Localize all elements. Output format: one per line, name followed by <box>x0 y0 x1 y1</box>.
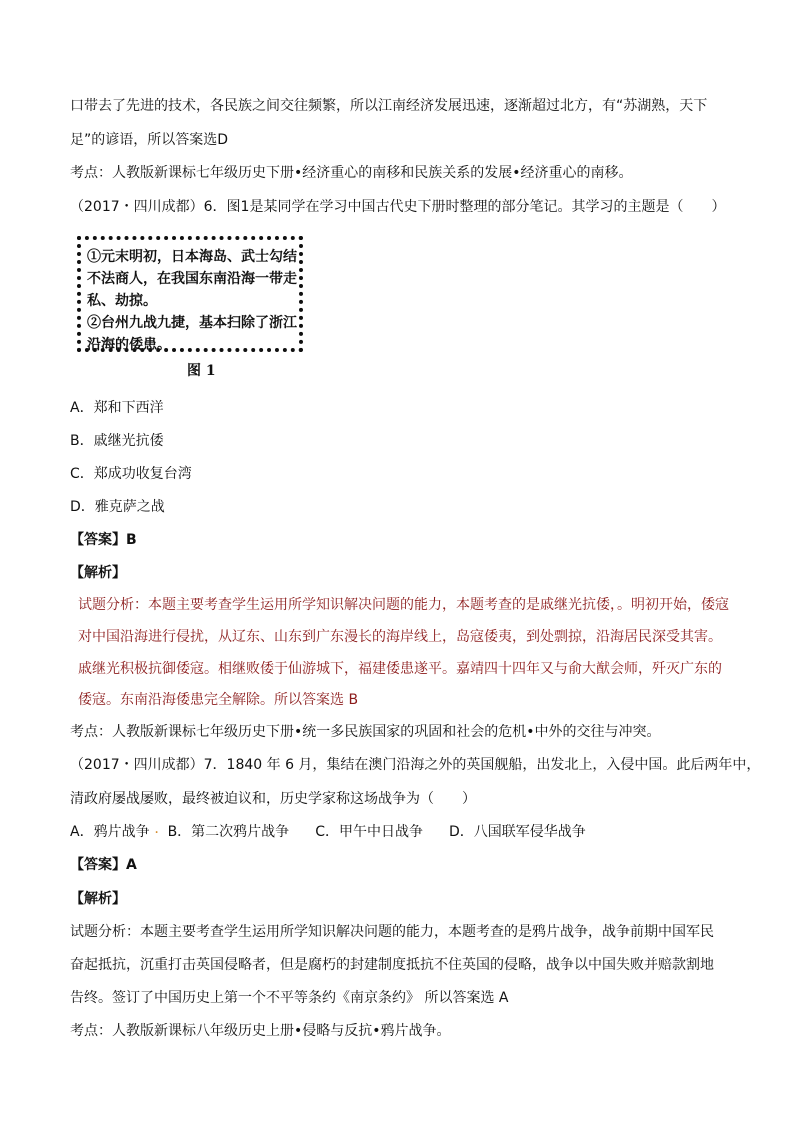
q7-kaodian: 考点：人教版新课标八年级历史上册•侵略与反抗•鸦片战争。 <box>70 1023 451 1039</box>
figure-note-line: 不法商人，在我国东南沿海一带走 <box>87 271 297 287</box>
q7-analysis-line: 奋起抵抗，沉重打击英国侵略者，但是腐朽的封建制度抵抗不住英国的侵略，战争以中国失败并赔款割地 <box>70 957 714 973</box>
q7-option-a: A．鸦片战争 <box>70 824 150 840</box>
q6-option-c: C．郑成功收复台湾 <box>70 466 192 482</box>
q7-analysis-line: 试题分析：本题主要考查学生运用所学知识解决问题的能力，本题考查的是鸦片战争，战争前期中国军民 <box>70 924 714 940</box>
q7-analysis-line: 告终。签订了中国历史上第一个不平等条约《南京条约》 所以答案选 A <box>70 990 509 1006</box>
q6-analysis-label: 【解析】 <box>70 565 126 581</box>
anchor-mark-icon: ・ <box>151 828 162 839</box>
q6-option-d: D．雅克萨之战 <box>70 499 165 515</box>
q5-analysis-line: 足”的谚语，所以答案选D <box>70 132 229 148</box>
q7-option-c: C．甲午中日战争 <box>315 824 423 840</box>
q7-option-d: D．八国联军侵华战争 <box>448 824 586 840</box>
q6-figure-notes <box>77 236 303 352</box>
q6-option-b: B．戚继光抗倭 <box>70 433 164 449</box>
q6-analysis-line: 戚继光积极抗御倭寇。相继败倭于仙游城下，福建倭患遂平。嘉靖四十四年又与俞大猷会师，歼灭广东的 <box>78 661 722 677</box>
figure-note-line: 沿海的倭患。 <box>87 337 171 353</box>
q6-stem: （2017・四川成都）6．图1是某同学在学习中国古代史下册时整理的部分笔记。其学习的主题是（ ） <box>70 199 726 215</box>
q5-analysis-line: 口带去了先进的技术，各民族之间交往频繁，所以江南经济发展迅速，逐渐超过北方，有“苏湖熟，天下 <box>70 98 708 114</box>
q6-analysis-line: 试题分析：本题主要考查学生运用所学知识解决问题的能力，本题考查的是戚继光抗倭，。明初开始，倭寇 <box>78 597 729 613</box>
q5-kaodian: 考点：人教版新课标七年级历史下册•经济重心的南移和民族关系的发展•经济重心的南移。 <box>70 165 633 181</box>
q7-options <box>70 822 730 844</box>
q6-analysis-line: 对中国沿海进行侵扰，从辽东、山东到广东漫长的海岸线上，岛寇倭夷，到处剽掠，沿海居民深受其害。 <box>78 629 722 645</box>
q7-option-b: B．第二次鸦片战争 <box>167 824 290 840</box>
q6-kaodian: 考点：人教版新课标七年级历史下册•统一多民族国家的巩固和社会的危机•中外的交往与冲突。 <box>70 724 661 740</box>
q6-analysis-line: 倭寇。东南沿海倭患完全解除。所以答案选 B <box>78 692 359 708</box>
q6-option-a: A．郑和下西洋 <box>70 400 164 416</box>
q7-stem-line: 清政府屡战屡败，最终被迫议和，历史学家称这场战争为（ ） <box>70 791 476 807</box>
figure-note-line: 私、劫掠。 <box>87 293 157 309</box>
figure-caption: 图 1 <box>187 363 216 379</box>
q7-answer: 【答案】A <box>70 857 137 873</box>
q7-stem-line: （2017・四川成都）7．1840 年 6 月，集结在澳门沿海之外的英国舰船，出发北上，入侵中国。此后两年中， <box>70 757 761 773</box>
q6-answer: 【答案】B <box>70 532 137 548</box>
figure-note-line: ①元末明初，日本海岛、武士勾结 <box>87 249 297 265</box>
figure-note-line: ②台州九战九捷，基本扫除了浙江 <box>87 315 297 331</box>
q7-analysis-label: 【解析】 <box>70 891 126 907</box>
